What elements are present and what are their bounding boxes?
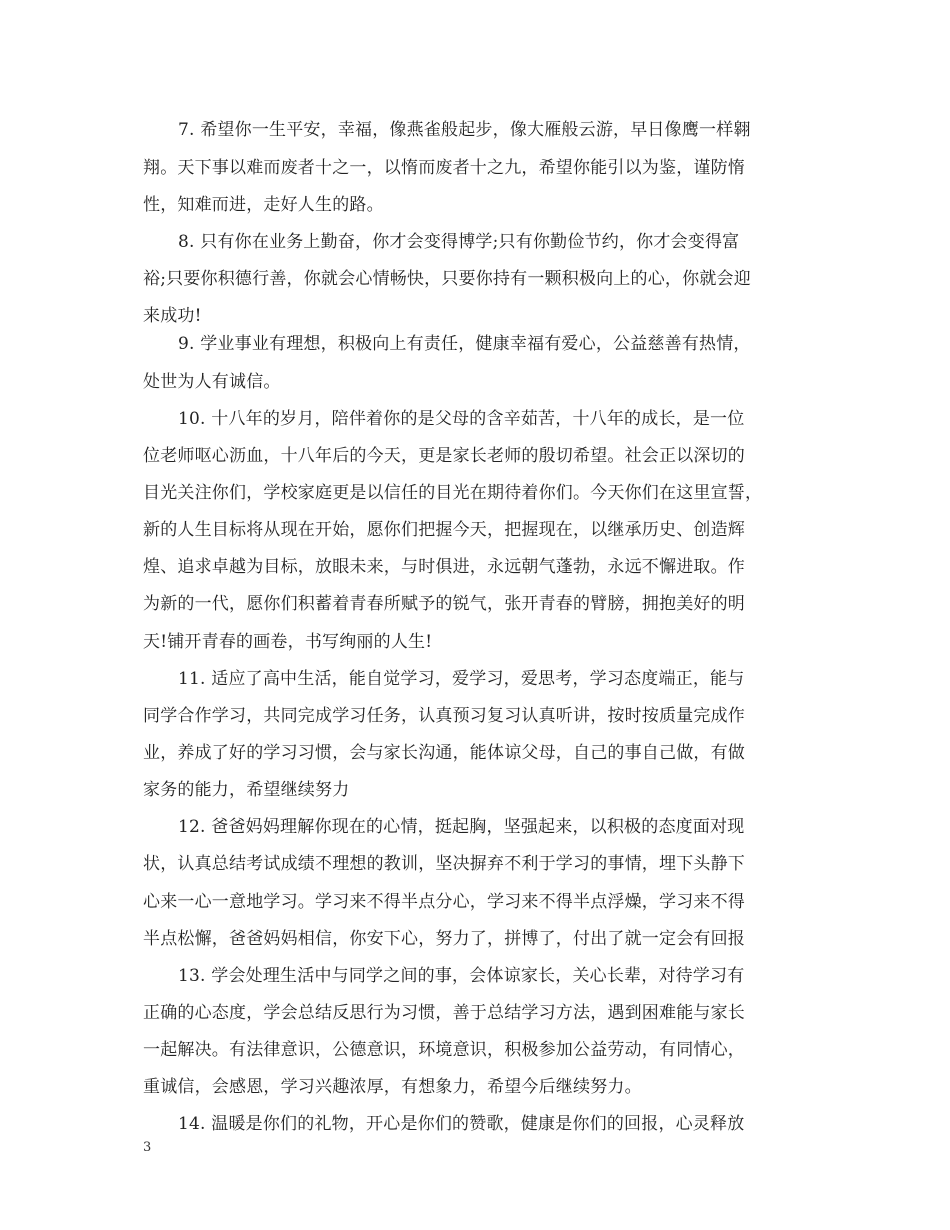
text-line: 家务的能力，希望继续努力 — [143, 780, 350, 800]
text-line: 目光关注你们，学校家庭更是以信任的目光在期待着你们。今天你们在这里宣誓， — [143, 483, 763, 503]
text-line: 重诚信，会感恩，学习兴趣浓厚，有想象力，希望今后继续努力。 — [143, 1077, 642, 1097]
text-line: 11. 适应了高中生活，能自觉学习，爱学习，爱思考，学习态度端正，能与 — [178, 669, 745, 689]
text-line: 8. 只有你在业务上勤奋，你才会变得博学;只有你勤俭节约，你才会变得富 — [178, 232, 740, 252]
text-line: 9. 学业事业有理想，积极向上有责任，健康幸福有爱心，公益慈善有热情， — [178, 334, 751, 354]
text-line: 为新的一代，愿你们积蓄着青春所赋予的锐气，张开青春的臂膀，拥抱美好的明 — [143, 594, 745, 614]
text-line: 煌、追求卓越为目标，放眼未来，与时俱进，永远朝气蓬勃，永远不懈进取。作 — [143, 557, 745, 577]
text-line: 半点松懈，爸爸妈妈相信，你安下心，努力了，拼博了，付出了就一定会有回报 — [143, 929, 745, 949]
text-line: 14. 温暖是你们的礼物，开心是你们的赞歌，健康是你们的回报，心灵释放 — [178, 1114, 745, 1134]
text-line: 裕;只要你积德行善，你就会心情畅快，只要你持有一颗积极向上的心，你就会迎 — [143, 269, 751, 289]
text-line: 翔。天下事以难而废者十之一，以惰而废者十之九，希望你能引以为鉴，谨防惰 — [143, 158, 745, 178]
text-line: 正确的心态度，学会总结反思行为习惯，善于总结学习方法，遇到困难能与家长 — [143, 1003, 745, 1023]
text-line: 心来一心一意地学习。学习来不得半点分心，学习来不得半点浮燥，学习来不得 — [143, 892, 745, 912]
text-line: 性，知难而进，走好人生的路。 — [143, 195, 384, 215]
text-line: 天!铺开青春的画卷，书写绚丽的人生! — [143, 632, 433, 652]
text-line: 新的人生目标将从现在开始，愿你们把握今天，把握现在，以继承历史、创造辉 — [143, 520, 745, 540]
text-line: 状，认真总结考试成绩不理想的教训，坚决摒弃不利于学习的事情，埋下头静下 — [143, 854, 745, 874]
text-line: 10. 十八年的岁月，陪伴着你的是父母的含辛茹苦，十八年的成长，是一位 — [178, 409, 745, 429]
text-line: 7. 希望你一生平安，幸福，像燕雀般起步，像大雁般云游，早日像鹰一样翱 — [178, 120, 751, 140]
text-line: 同学合作学习，共同完成学习任务，认真预习复习认真听讲，按时按质量完成作 — [143, 706, 745, 726]
text-line: 一起解决。有法律意识，公德意识，环境意识，积极参加公益劳动，有同情心， — [143, 1040, 745, 1060]
text-line: 业，养成了好的学习习惯，会与家长沟通，能体谅父母，自己的事自己做，有做 — [143, 743, 745, 763]
text-line: 来成功! — [143, 306, 202, 326]
text-line: 位老师呕心沥血，十八年后的今天，更是家长老师的殷切希望。社会正以深切的 — [143, 446, 745, 466]
text-line: 处世为人有诚信。 — [143, 372, 281, 392]
page-number: 3 — [143, 1140, 152, 1155]
text-line: 12. 爸爸妈妈理解你现在的心情，挺起胸，坚强起来，以积极的态度面对现 — [178, 817, 745, 837]
text-line: 13. 学会处理生活中与同学之间的事，会体谅家长，关心长辈，对待学习有 — [178, 966, 745, 986]
